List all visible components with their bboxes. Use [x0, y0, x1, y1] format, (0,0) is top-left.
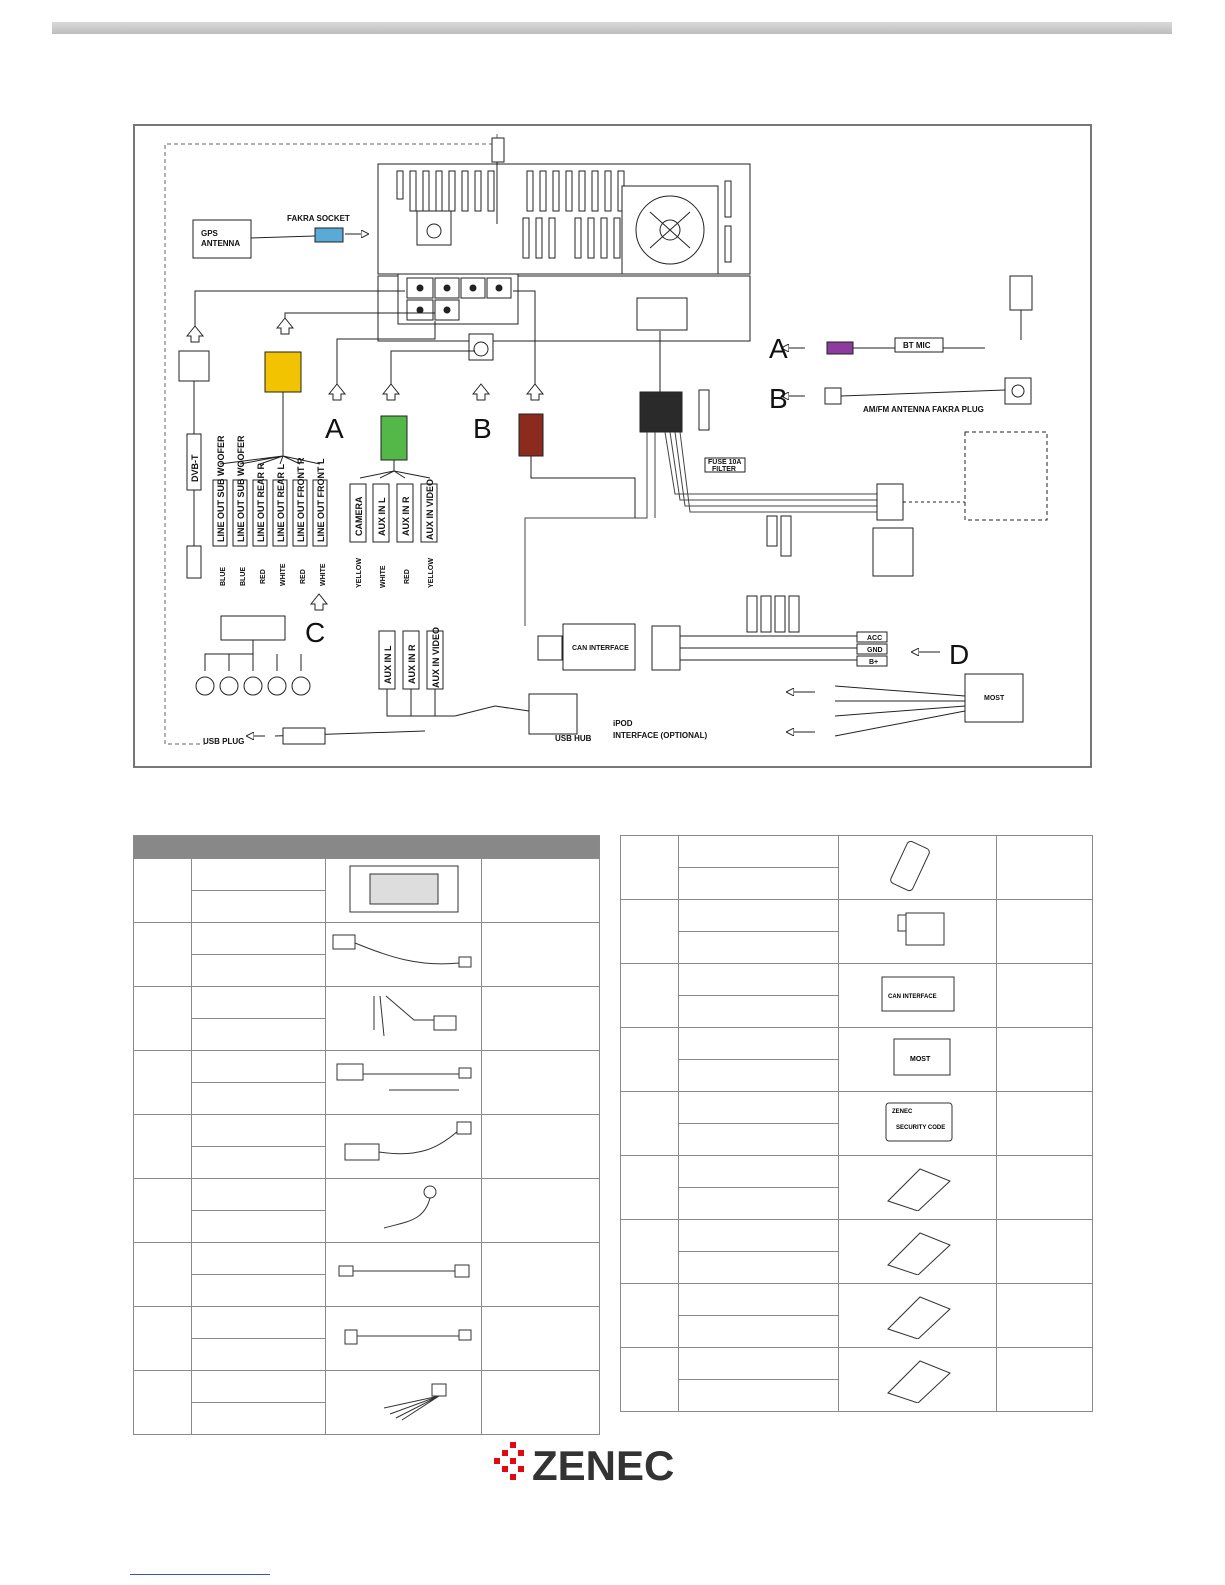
- svg-text:LINE OUT FRONT R: LINE OUT FRONT R: [296, 457, 306, 542]
- table-row: [621, 836, 1093, 868]
- table-row: [621, 964, 1093, 996]
- table-row: [621, 1028, 1093, 1060]
- svg-text:CAMERA: CAMERA: [354, 496, 364, 536]
- table-row: [134, 1243, 600, 1275]
- yellow-connector: [265, 352, 301, 392]
- letter-b-right: B: [769, 383, 788, 414]
- svg-text:AUX IN R: AUX IN R: [401, 496, 411, 536]
- table-row: [621, 1156, 1093, 1188]
- table-row: [134, 1115, 600, 1147]
- svg-text:FUSE 10A: FUSE 10A: [708, 459, 742, 466]
- manual-image: [839, 1348, 997, 1412]
- table-row: [621, 900, 1093, 932]
- table-row: [621, 1092, 1093, 1124]
- svg-text:AUX IN VIDEO: AUX IN VIDEO: [425, 478, 435, 540]
- svg-text:YELLOW: YELLOW: [356, 558, 363, 588]
- purple-plug: [827, 342, 853, 354]
- microphone: [1010, 276, 1032, 310]
- svg-text:ZENEC: ZENEC: [532, 1442, 675, 1489]
- amplifier: [221, 616, 285, 640]
- fakra-adapter-image: [326, 1307, 482, 1371]
- svg-text:ANTENNA: ANTENNA: [201, 239, 241, 248]
- svg-text:BLUE: BLUE: [240, 566, 247, 586]
- table-row: [134, 923, 600, 955]
- svg-text:YELLOW: YELLOW: [428, 558, 435, 588]
- svg-text:RED: RED: [404, 569, 411, 584]
- letter-a-right: A: [769, 333, 788, 364]
- most-box-image: [839, 1028, 997, 1092]
- table-row: [134, 1179, 600, 1211]
- table-row: [134, 1051, 600, 1083]
- line-out-labels: [213, 435, 327, 546]
- brown-connector: [519, 414, 543, 456]
- can-interface-image: [839, 964, 997, 1028]
- am-fm-label: AM/FM ANTENNA FAKRA PLUG: [863, 405, 984, 414]
- can-interface-label: CAN INTERFACE: [572, 645, 629, 652]
- usb-hub-label: USB HUB: [555, 734, 592, 743]
- svg-text:CAN INTERFACE: CAN INTERFACE: [887, 994, 937, 1000]
- fakra-socket-label: FAKRA SOCKET: [287, 214, 350, 223]
- dashed-box: [965, 432, 1047, 520]
- table-header: [134, 836, 600, 859]
- head-unit-image: [326, 859, 482, 923]
- svg-text:RED: RED: [260, 569, 267, 584]
- wiring-harness-image: [326, 987, 482, 1051]
- svg-text:LINE OUT FRONT L: LINE OUT FRONT L: [316, 458, 326, 542]
- svg-text:ACC: ACC: [867, 635, 883, 642]
- usb-plug: [283, 728, 325, 744]
- gps-antenna-label: GPS: [201, 229, 218, 238]
- svg-text:MOST: MOST: [909, 1056, 930, 1063]
- svg-text:WHITE: WHITE: [380, 565, 387, 588]
- usb-hub: [529, 694, 577, 734]
- head-unit: [378, 164, 750, 360]
- antenna-adapter-image: [326, 1243, 482, 1307]
- svg-text:INTERFACE (OPTIONAL): INTERFACE (OPTIONAL): [613, 731, 708, 740]
- svg-text:AUX IN L: AUX IN L: [383, 645, 393, 684]
- dvbt-connector: [179, 351, 209, 381]
- line-out-colors: [220, 563, 327, 586]
- letter-a: A: [325, 413, 344, 444]
- iso-connector: [640, 392, 682, 432]
- table-row: [134, 987, 600, 1019]
- manual-image: [839, 1284, 997, 1348]
- svg-text:SECURITY CODE: SECURITY CODE: [895, 1125, 945, 1131]
- microphone-image: [326, 1179, 482, 1243]
- table-row: [621, 1348, 1093, 1380]
- parts-table-right: [620, 835, 1093, 1412]
- ipod-label: iPOD: [613, 719, 633, 728]
- gps-antenna-image: [326, 923, 482, 987]
- header-bar: [52, 22, 1172, 34]
- bt-mic-label: BT MIC: [903, 341, 931, 350]
- svg-text:ZENEC: ZENEC: [891, 1109, 912, 1115]
- table-row: [134, 1371, 600, 1403]
- wiring-diagram: [133, 124, 1092, 768]
- svg-text:B+: B+: [869, 659, 879, 666]
- most-label: MOST: [984, 695, 1005, 702]
- footer-link-underline: [130, 1574, 270, 1575]
- dvbt-label: DVB-T: [190, 454, 200, 482]
- svg-text:AUX IN VIDEO: AUX IN VIDEO: [431, 626, 441, 688]
- table-row: [621, 1284, 1093, 1316]
- svg-text:AUX IN R: AUX IN R: [407, 644, 417, 684]
- svg-text:WHITE: WHITE: [280, 563, 287, 586]
- manual-image: [839, 1220, 997, 1284]
- green-connector: [381, 416, 407, 460]
- svg-text:LINE OUT REAR L: LINE OUT REAR L: [276, 464, 286, 542]
- svg-text:LINE OUT REAR R: LINE OUT REAR R: [256, 462, 266, 542]
- svg-text:FILTER: FILTER: [712, 466, 736, 473]
- fakra-plug: [315, 228, 343, 242]
- table-row: [134, 1307, 600, 1339]
- svg-text:LINE OUT SUB WOOFER: LINE OUT SUB WOOFER: [236, 435, 246, 542]
- letter-b: B: [473, 413, 492, 444]
- svg-text:RED: RED: [300, 569, 307, 584]
- rca-cable-image: [326, 1371, 482, 1435]
- table-row: [621, 1220, 1093, 1252]
- svg-text:AUX IN L: AUX IN L: [377, 497, 387, 536]
- zenec-logo: [492, 1440, 722, 1490]
- usb-plug-label: USB PLUG: [203, 737, 245, 746]
- table-row: [134, 859, 600, 891]
- remote-control-image: [839, 836, 997, 900]
- wiring-diagram-svg: [135, 126, 1094, 770]
- manual-image: [839, 1156, 997, 1220]
- svg-text:GND: GND: [867, 647, 883, 654]
- svg-text:BLUE: BLUE: [220, 566, 227, 586]
- security-card-image: [839, 1092, 997, 1156]
- letter-c: C: [305, 617, 326, 648]
- svg-text:LINE OUT SUB WOOFER: LINE OUT SUB WOOFER: [216, 435, 226, 542]
- usb-hub-cable-image: [326, 1051, 482, 1115]
- usb-extension-image: [326, 1115, 482, 1179]
- parts-table-left: [133, 835, 600, 1435]
- svg-text:WHITE: WHITE: [320, 563, 327, 586]
- sd-card-image: [839, 900, 997, 964]
- speaker-icons: [196, 677, 310, 695]
- letter-d: D: [949, 639, 970, 670]
